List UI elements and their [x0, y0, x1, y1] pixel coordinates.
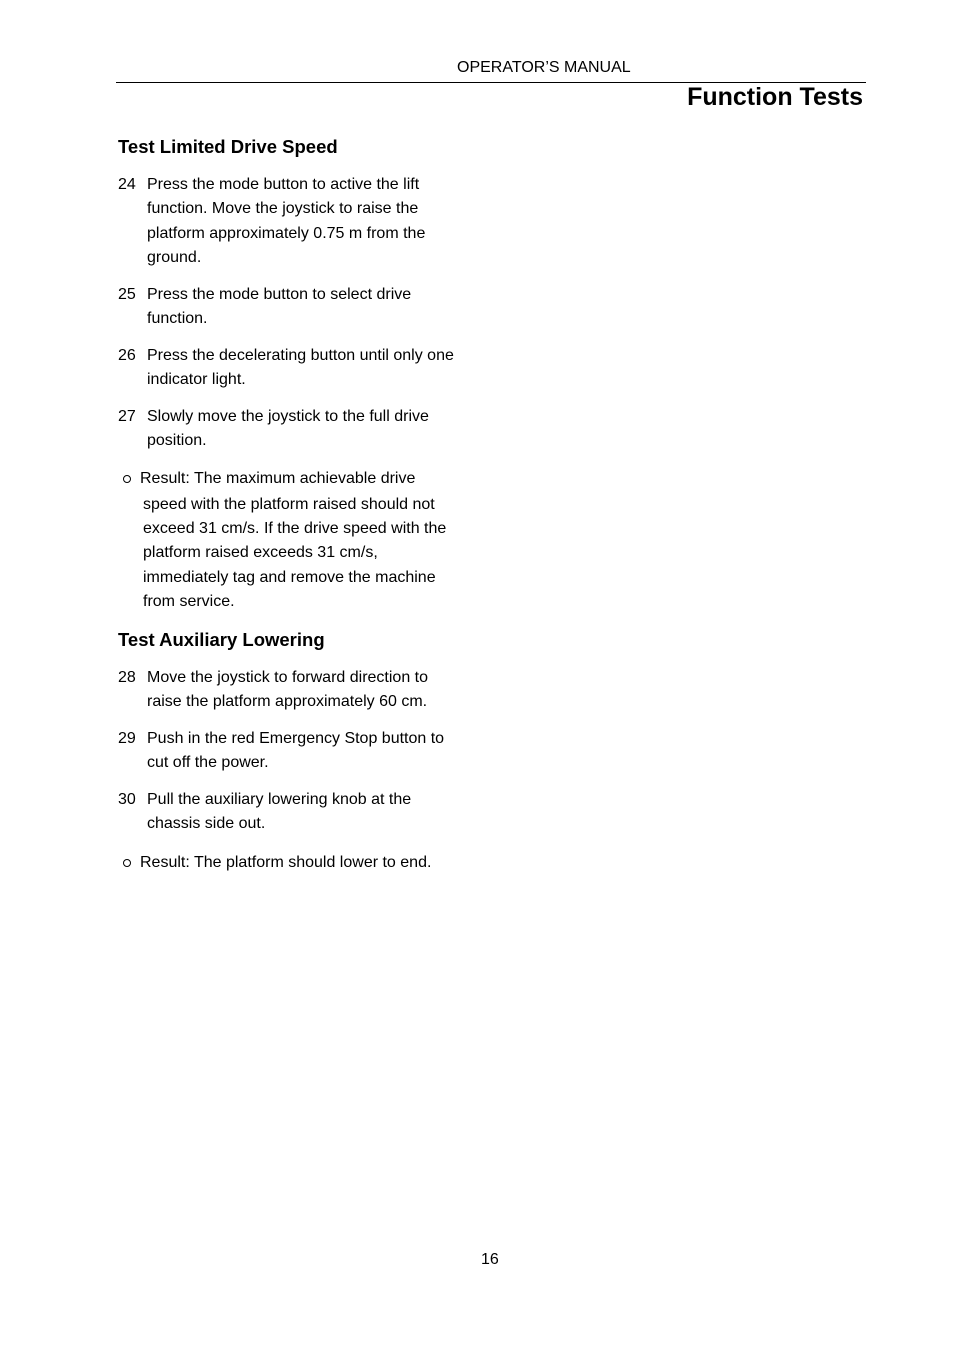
step-number: 30: [118, 791, 136, 808]
result-continuation: speed with the platform raised should not exceed 31 cm/s. If the drive speed with the platform raised exceeds 31 cm/s, immediately tag and remove the machine from service.: [143, 495, 447, 610]
step-text: Press the decelerating button until only one indicator light.: [147, 347, 454, 389]
step-text: Press the mode button to select drive function.: [147, 286, 412, 328]
step-25: [118, 283, 478, 332]
step-29: [118, 727, 478, 776]
result-limited-drive-speed: [121, 467, 481, 614]
step-28: [118, 666, 478, 715]
step-number: 28: [118, 669, 136, 686]
step-number: 26: [118, 347, 136, 364]
step-30: [118, 788, 478, 837]
step-24: [118, 173, 478, 270]
step-text: Slowly move the joystick to the full drive position.: [147, 408, 429, 450]
section-heading-auxiliary-lowering: Test Auxiliary Lowering: [118, 629, 325, 650]
step-number: 27: [118, 408, 136, 425]
step-number: 29: [118, 730, 136, 747]
page-title: Function Tests: [687, 83, 863, 111]
step-26: [118, 344, 478, 393]
step-text: Move the joystick to forward direction to raise the platform approximately 60 cm.: [147, 669, 429, 711]
result-first-line: Result: The platform should lower to end.: [140, 854, 432, 871]
result-bullet-icon: [123, 859, 131, 867]
step-text: Push in the red Emergency Stop button to cut off the power.: [147, 730, 445, 772]
step-text: Pull the auxiliary lowering knob at the chassis side out.: [147, 791, 412, 833]
manual-title: OPERATOR’S MANUAL: [457, 59, 631, 76]
result-auxiliary-lowering: [121, 851, 481, 875]
step-number: 24: [118, 176, 136, 193]
step-27: [118, 405, 478, 454]
result-bullet-icon: [123, 475, 131, 483]
page-number: 16: [481, 1251, 499, 1268]
step-number: 25: [118, 286, 136, 303]
step-text: Press the mode button to active the lift function. Move the joystick to raise the platform approximately 0.75 m from the ground.: [147, 176, 426, 266]
section-heading-limited-drive-speed: Test Limited Drive Speed: [118, 136, 338, 157]
result-first-line: Result: The maximum achievable drive: [140, 470, 416, 487]
